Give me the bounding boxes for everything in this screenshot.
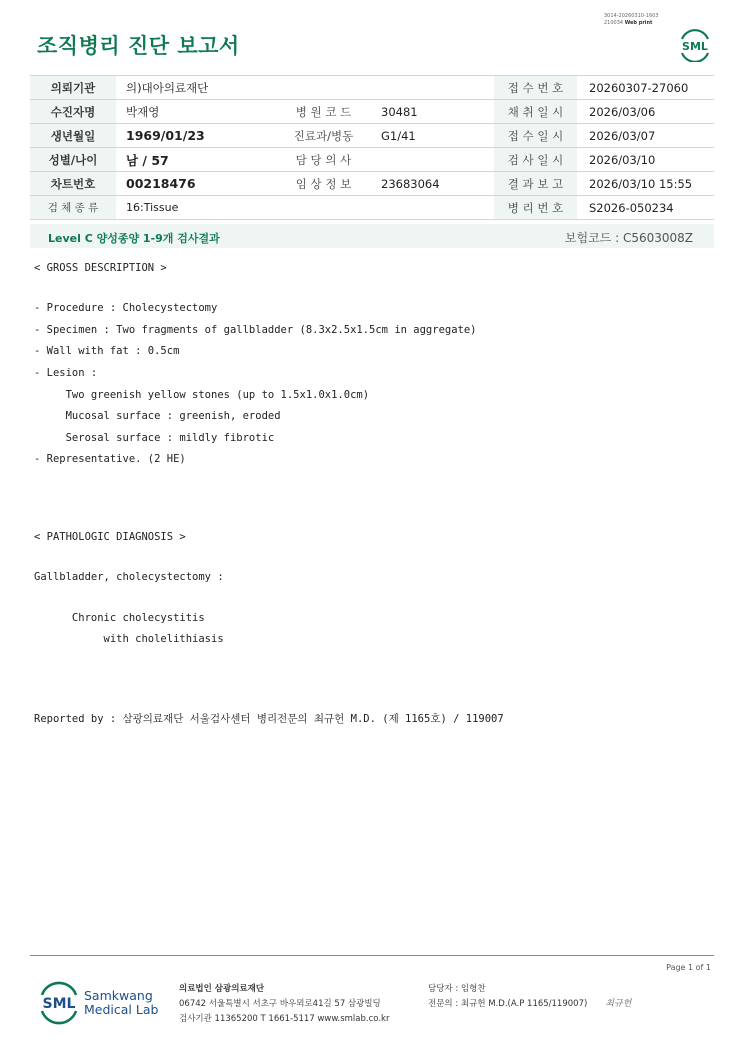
report-code-line2: 210034 Web print <box>604 19 653 26</box>
value-pathology-no: S2026-050234 <box>577 196 714 220</box>
page-title: 조직병리 진단 보고서 <box>37 34 240 58</box>
value-requesting-org: 의)대아의료재단 <box>116 76 494 100</box>
info-row <box>30 172 714 196</box>
info-row <box>30 148 714 172</box>
label-received-date: 접 수 일 시 <box>494 124 577 148</box>
footer-logo-text: SML <box>42 996 76 1012</box>
label-sex-age: 성별/나이 <box>30 148 116 172</box>
signature: 최규헌 <box>605 999 632 1009</box>
gross-heading: < GROSS DESCRIPTION > <box>34 262 167 274</box>
label-department: 진료과/병동 <box>276 124 371 148</box>
label-requesting-org: 의뢰기관 <box>30 76 116 100</box>
value-specimen-type: 16:Tissue <box>116 196 494 220</box>
value-result-report: 2026/03/10 15:55 <box>577 172 714 196</box>
value-attending-doctor <box>371 148 494 172</box>
label-pathology-no: 병 리 번 호 <box>494 196 577 220</box>
brand-line1: Samkwang <box>84 988 153 1003</box>
footer-staff-info <box>428 982 631 1012</box>
footer-org-info <box>179 982 389 1027</box>
org-contact: 검사기관 11365200 T 1661-5117 www.smlab.co.kr <box>179 1014 390 1024</box>
value-collection-date: 2026/03/06 <box>577 100 714 124</box>
info-row <box>30 124 714 148</box>
label-birth-date: 생년월일 <box>30 124 116 148</box>
value-received-date: 2026/03/07 <box>577 124 714 148</box>
info-row <box>30 196 714 220</box>
gross-line: Mucosal surface : greenish, eroded <box>34 410 281 422</box>
gross-line: - Lesion : <box>34 367 98 379</box>
specialist-name: 전문의 : 최규헌 M.D.(A.P 1165/119007) <box>428 999 588 1009</box>
diagnosis-line: Gallbladder, cholecystectomy : <box>34 571 224 583</box>
diagnosis-line: with cholelithiasis <box>34 633 224 645</box>
diagnosis-line: Chronic cholecystitis <box>34 612 205 624</box>
value-hospital-code: 30481 <box>371 100 494 124</box>
gross-line: Two greenish yellow stones (up to 1.5x1.0x1.0cm) <box>34 389 370 401</box>
gross-line: - Procedure : Cholecystectomy <box>34 302 218 314</box>
value-patient-name: 박재영 <box>116 100 276 124</box>
specialist-row <box>428 997 631 1012</box>
label-test-date: 검 사 일 시 <box>494 148 577 172</box>
label-patient-name: 수진자명 <box>30 100 116 124</box>
label-collection-date: 채 취 일 시 <box>494 100 577 124</box>
org-name: 의료법인 삼광의료재단 <box>179 984 265 994</box>
label-specimen-type: 검 체 종 류 <box>30 196 116 220</box>
label-hospital-code: 병 원 코 드 <box>276 100 371 124</box>
test-level-label: Level C 양성종양 1-9개 검사결과 <box>48 232 220 245</box>
gross-line: - Specimen : Two fragments of gallbladder (8.3x2.5x1.5cm in aggregate) <box>34 324 477 336</box>
footer-divider <box>30 955 714 956</box>
value-test-date: 2026/03/10 <box>577 148 714 172</box>
info-row <box>30 100 714 124</box>
label-clinical-info: 임 상 정 보 <box>276 172 371 196</box>
label-accession-no: 접 수 번 호 <box>494 76 577 100</box>
label-chart-no: 차트번호 <box>30 172 116 196</box>
insurance-code: 보험코드 : C5603008Z <box>564 231 693 245</box>
brand-line2: Medical Lab <box>84 1002 159 1017</box>
patient-info-table <box>30 75 714 220</box>
value-chart-no: 00218476 <box>116 172 276 196</box>
gross-line: - Wall with fat : 0.5cm <box>34 345 180 357</box>
sml-logo-text: SML <box>682 40 708 53</box>
footer-sml-logo-icon <box>36 980 82 1025</box>
value-sex-age: 남 / 57 <box>116 148 276 172</box>
label-attending-doctor: 담 당 의 사 <box>276 148 371 172</box>
sml-logo-icon <box>677 28 713 62</box>
staff-name: 담당자 : 임형찬 <box>428 984 486 994</box>
footer-brand <box>84 989 158 1017</box>
value-accession-no: 20260307-27060 <box>577 76 714 100</box>
value-birth-date: 1969/01/23 <box>116 124 276 148</box>
report-code-line1: 3014-20260310-1603 <box>604 13 659 19</box>
value-department: G1/41 <box>371 124 494 148</box>
org-address: 06742 서울특별시 서초구 바우뫼로41길 57 삼광빌딩 <box>179 999 381 1009</box>
label-result-report: 결 과 보 고 <box>494 172 577 196</box>
info-row <box>30 76 714 100</box>
report-code <box>604 13 659 26</box>
gross-line: Serosal surface : mildly fibrotic <box>34 432 275 444</box>
gross-line: - Representative. (2 HE) <box>34 453 186 465</box>
reported-by: Reported by : 삼광의료재단 서울검사센터 병리전문의 최규헌 M.D. (제 1165호) / 119007 <box>34 713 504 725</box>
result-category-bar <box>30 224 714 248</box>
value-clinical-info: 23683064 <box>371 172 494 196</box>
diagnosis-heading: < PATHOLOGIC DIAGNOSIS > <box>34 531 186 543</box>
page-number: Page 1 of 1 <box>666 963 711 972</box>
web-print-label: Web print <box>624 19 653 26</box>
